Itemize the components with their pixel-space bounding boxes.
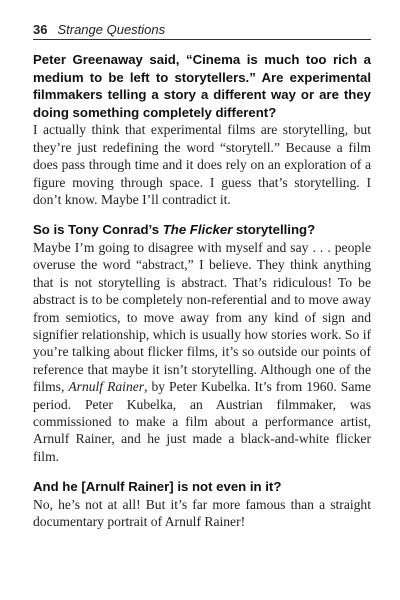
film-title-arnulf-rainer: Arnulf Rainer: [68, 379, 145, 395]
page-number: 36: [33, 22, 48, 37]
answer-flicker: [33, 239, 371, 465]
qa-block-flicker: [33, 221, 371, 465]
question-flicker-text-end: storytelling?: [232, 222, 316, 238]
answer-flicker-text-start: Maybe I’m going to disagree with myself and say . . . people overuse the word “abstract,” I believe. They think anything that is not storytelling is abstract. That’s ridiculous! To be abstract is to be completely non-referential and to move away from semiotics, to move away from any kind of sign and signifier relationship, which is usually how stories work. So if you’re talking about flicker films, it’s so outside our points of reference that maybe it isn’t storytelling. Although one of the films,: [33, 240, 371, 395]
answer-arnulf-rainer: No, he’s not at all! But it’s far more famous than a straight documentary portrait of Arnulf Rainer!: [33, 496, 371, 530]
qa-block-arnulf-rainer: [33, 478, 371, 530]
running-head: [33, 22, 371, 40]
question-flicker: [33, 221, 371, 239]
qa-block-greenaway: [33, 51, 371, 208]
answer-flicker-text-end: , by Peter Kubelka. It’s from 1960. Same period. Peter Kubelka, an Austrian filmmaker, was commissioned to make a film about a performance artist, Arnulf Rainer, and he just made a black-and-white flicker film.: [33, 379, 371, 464]
question-arnulf-rainer: And he [Arnulf Rainer] is not even in it?: [33, 479, 282, 495]
question-greenaway: Peter Greenaway said, “Cinema is much too rich a medium to be left to storytellers.” Are experimental filmmakers telling a story a different way or are they doing something completely different?: [33, 52, 371, 120]
film-title-the-flicker: The Flicker: [162, 222, 233, 238]
question-flicker-text-start: So is Tony Conrad’s: [33, 222, 163, 238]
book-page: [33, 22, 371, 531]
book-title: Strange Questions: [57, 22, 166, 37]
answer-greenaway: I actually think that experimental films are storytelling, but they’re just redefining the word “storytell.” Because a film does pass through time and it does rely on an exploration of a figure moving through space. I guess that’s storytelling. I don’t know. Maybe I’ll contradict it.: [33, 122, 371, 207]
